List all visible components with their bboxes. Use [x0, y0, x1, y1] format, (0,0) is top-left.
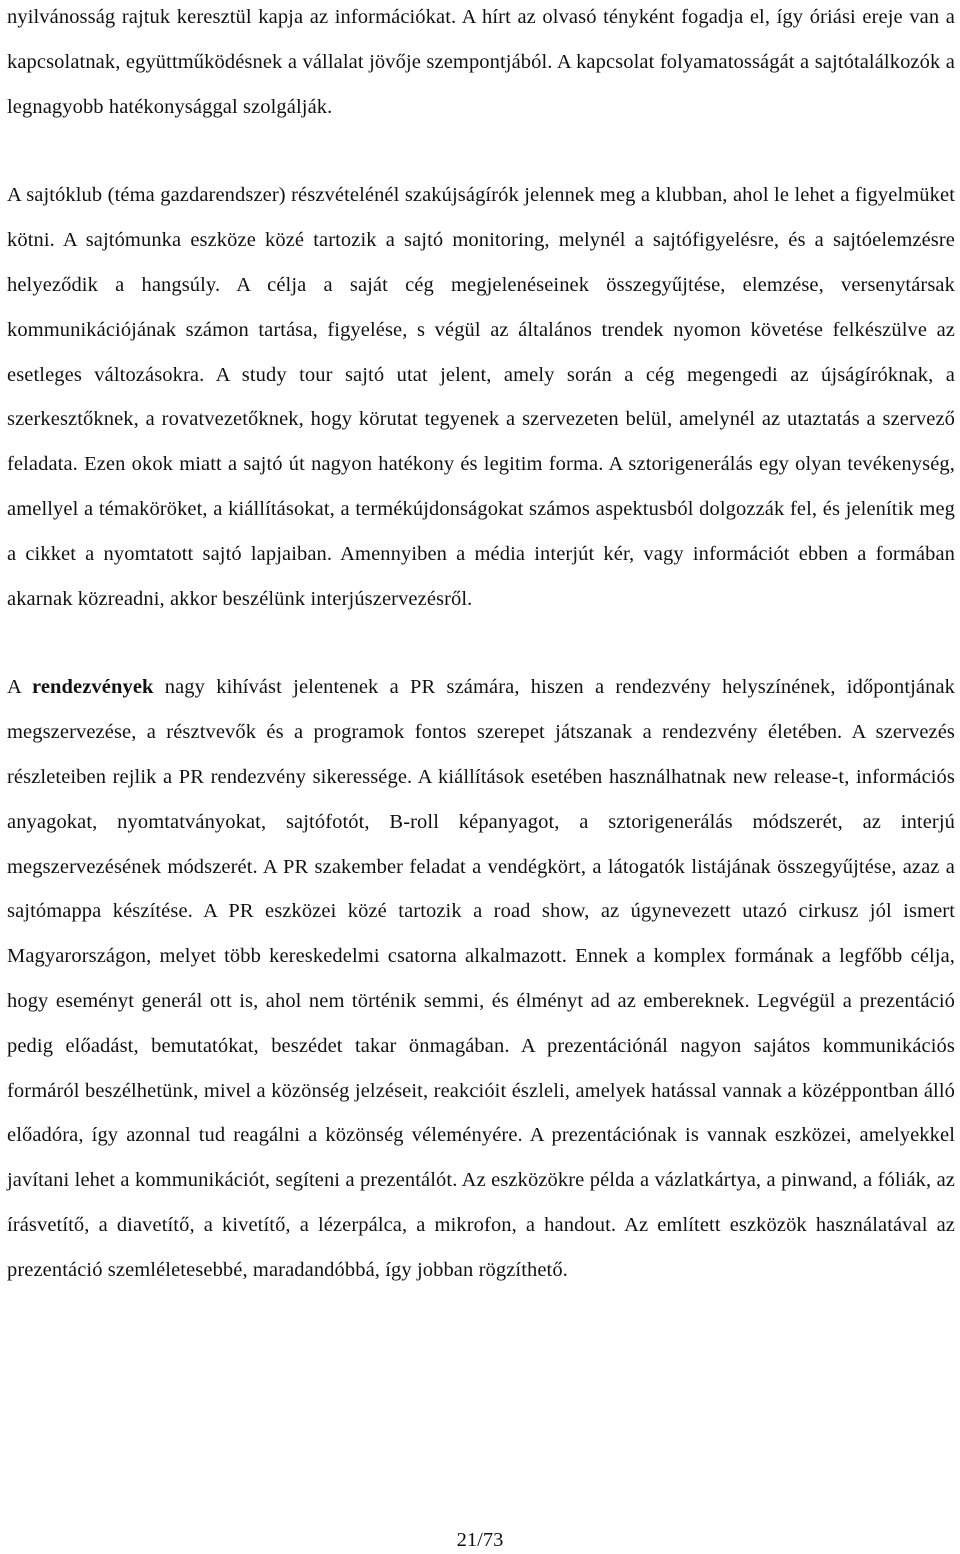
page-number: 21/73	[456, 1529, 504, 1551]
paragraph-press-relations: nyilvánosság rajtuk keresztül kapja az információkat. A hírt az olvasó tényként fogadja el, így óriási ereje van a kapcsolatnak, együttműködésnek a vállalat jövője szempontjából. A kapcsolat folyamatosságát a sajtótalálkozók a legnagyobb hatékonysággal szolgálják.	[7, 6, 955, 118]
paragraph-events-intro: A	[7, 676, 32, 699]
paragraph-press-tools: A sajtóklub (téma gazdarendszer) részvételénél szakújságírók jelennek meg a klubban, ahol le lehet a figyelmüket kötni. A sajtómunka eszköze közé tartozik a sajtó monitoring, melynél a sajtófigyelésre, és a sajtóelemzésre helyeződik a hangsúly. A célja a saját cég megjelenéseinek összegyűjtése, elemzése, versenytársak kommunikációjának számon tartása, figyelése, s végül az általános trendek nyomon követése felkészülve az esetleges változásokra. A study tour sajtó utat jelent, amely során a cég megengedi az újságíróknak, a szerkesztőknek, a rovatvezetőknek, hogy körutat tegyenek a szervezeten belül, amelynél az utaztatás a szervező feladata. Ezen okok miatt a sajtó út nagyon hatékony és legitim forma. A sztorigenerálás egy olyan tevékenység, amellyel a témaköröket, a kiállításokat, a termékújdonságokat számos aspektusból dolgozzák fel, és jelenítik meg a cikket a nyomtatott sajtó lapjaiban. Amennyiben a média interjút kér, vagy információt ebben a formában akarnak közreadni, akkor beszélünk interjúszervezésről.	[7, 184, 955, 610]
paragraph-events-body: nagy kihívást jelentenek a PR számára, hiszen a rendezvény helyszínének, időpontjának megszervezése, a résztvevők és a programok fontos szerepet játszanak a rendezvény életében. A szervezés részleteiben rejlik a PR rendezvény sikeressége. A kiállítások esetében használhatnak new release-t, információs anyagokat, nyomtatványokat, sajtófotót, B-roll képanyagot, a sztorigenerálás módszerét, az interjú megszervezésének módszerét. A PR szakember feladat a vendégkört, a látogatók listájának összegyűjtése, azaz a sajtómappa készítése. A PR eszközei közé tartozik a road show, az úgynevezett utazó cirkusz jól ismert Magyarországon, melyet több kereskedelmi csatorna alkalmazott. Ennek a komplex formának a legfőbb célja, hogy eseményt generál ott is, ahol nem történik semmi, és élményt ad az embereknek. Legvégül a prezentáció pedig előadást, bemutatókat, beszédet takar önmagában. A prezentációnál nagyon sajátos kommunikációs formáról beszélhetünk, mivel a közönség jelzéseit, reakcióit észleli, amelyek hatással vannak a középpontban álló előadóra, így azonnal tud reagálni a közönség véleményére. A prezentációnak is vannak eszközei, amelyekkel javítani lehet a kommunikációt, segíteni a prezentálót. Az eszközökre példa a vázlatkártya, a pinwand, a fóliák, az írásvetítő, a diavetítő, a kivetítő, a lézerpálca, a mikrofon, a handout. Az említett eszközök használatával az prezentáció szemléletesebbé, maradandóbbá, így jobban rögzíthető.	[7, 676, 956, 1281]
bold-term-rendezvenyek: rendezvények	[32, 676, 154, 699]
paragraph-events	[7, 665, 955, 1292]
document-page	[7, 0, 955, 1293]
